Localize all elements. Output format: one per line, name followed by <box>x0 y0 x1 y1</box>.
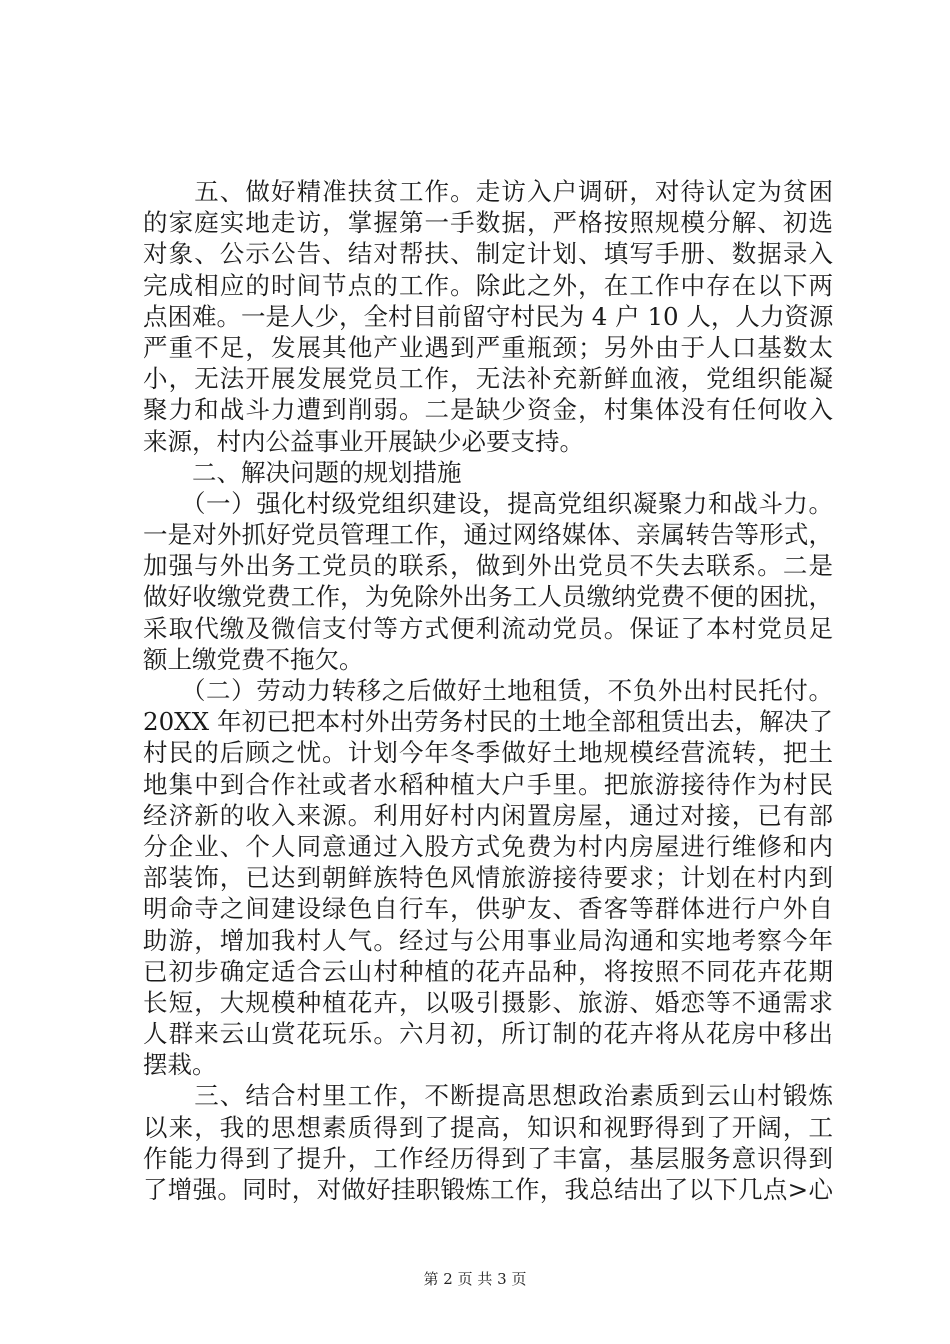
text-line: 额上缴党费不拖欠。 <box>143 644 364 674</box>
text-line: 五、做好精准扶贫工作。走访入户调研，对待认定为贫困 <box>143 177 833 206</box>
text-line: 做好收缴党费工作，为免除外出务工人员缴纳党费不便的困扰， <box>143 582 833 612</box>
text-line: 聚力和战斗力遭到削弱。二是缺少资金，村集体没有任何收入 <box>143 395 833 425</box>
page-number-footer: 第 2 页 共 3 页 <box>423 1270 527 1288</box>
text-line: 三、结合村里工作，不断提高思想政治素质到云山村锻炼 <box>143 1081 833 1111</box>
text-line: 一是对外抓好党员管理工作，通过网络媒体、亲属转告等形式， <box>143 520 833 550</box>
text-line: 完成相应的时间节点的工作。除此之外，在工作中存在以下两 <box>143 270 833 300</box>
text-line: 人群来云山赏花玩乐。六月初，所订制的花卉将从花房中移出 <box>143 1019 833 1049</box>
text-line: 地集中到合作社或者水稻种植大户手里。把旅游接待作为村民 <box>143 769 833 799</box>
text-line: 的家庭实地走访，掌握第一手数据，严格按照规模分解、初选 <box>143 208 833 238</box>
text-line: 对象、公示公告、结对帮扶、制定计划、填写手册、数据录入 <box>143 239 833 269</box>
text-line: 采取代缴及微信支付等方式便利流动党员。保证了本村党员足 <box>143 613 833 643</box>
text-line: 严重不足，发展其他产业遇到严重瓶颈；另外由于人口基数太 <box>143 332 833 362</box>
text-line: 部装饰，已达到朝鲜族特色风情旅游接待要求；计划在村内到 <box>143 863 833 893</box>
text-line: 助游，增加我村人气。经过与公用事业局沟通和实地考察今年 <box>143 925 833 955</box>
text-line: 小，无法开展发展党员工作，无法补充新鲜血液，党组织能凝 <box>143 364 833 394</box>
text-line: （一）强化村级党组织建设，提高党组织凝聚力和战斗力。 <box>143 488 833 518</box>
document-body <box>143 176 833 1205</box>
text-line: 了增强。同时，对做好挂职锻炼工作，我总结出了以下几点>心 <box>143 1175 833 1204</box>
text-line: 二、解决问题的规划措施 <box>143 457 462 487</box>
text-line: 村民的后顾之忧。计划今年冬季做好土地规模经营流转，把土 <box>143 738 833 768</box>
text-line: 以来，我的思想素质得到了提高，知识和视野得到了开阔，工 <box>143 1112 833 1142</box>
text-line: 摆栽。 <box>143 1050 217 1080</box>
text-line: 分企业、个人同意通过入股方式免费为村内房屋进行维修和内 <box>143 831 833 861</box>
text-line: 经济新的收入来源。利用好村内闲置房屋，通过对接，已有部 <box>143 800 833 830</box>
text-line: 20XX 年初已把本村外出劳务村民的土地全部租赁出去，解决了 <box>143 707 833 737</box>
text-line: 长短，大规模种植花卉，以吸引摄影、旅游、婚恋等不通需求 <box>143 987 833 1017</box>
text-line: 明命寺之间建设绿色自行车，供驴友、香客等群体进行户外自 <box>143 894 833 924</box>
text-line: 已初步确定适合云山村种植的花卉品种，将按照不同花卉花期 <box>143 956 833 986</box>
text-line: 来源，村内公益事业开展缺少必要支持。 <box>143 426 584 456</box>
text-line: 加强与外出务工党员的联系，做到外出党员不失去联系。二是 <box>143 551 833 581</box>
text-line: 点困难。一是人少，全村目前留守村民为 4 户 10 人，人力资源 <box>143 301 834 331</box>
text-line: 作能力得到了提升，工作经历得到了丰富，基层服务意识得到 <box>143 1143 833 1173</box>
text-line: （二）劳动力转移之后做好土地租赁，不负外出村民托付。 <box>143 676 833 705</box>
